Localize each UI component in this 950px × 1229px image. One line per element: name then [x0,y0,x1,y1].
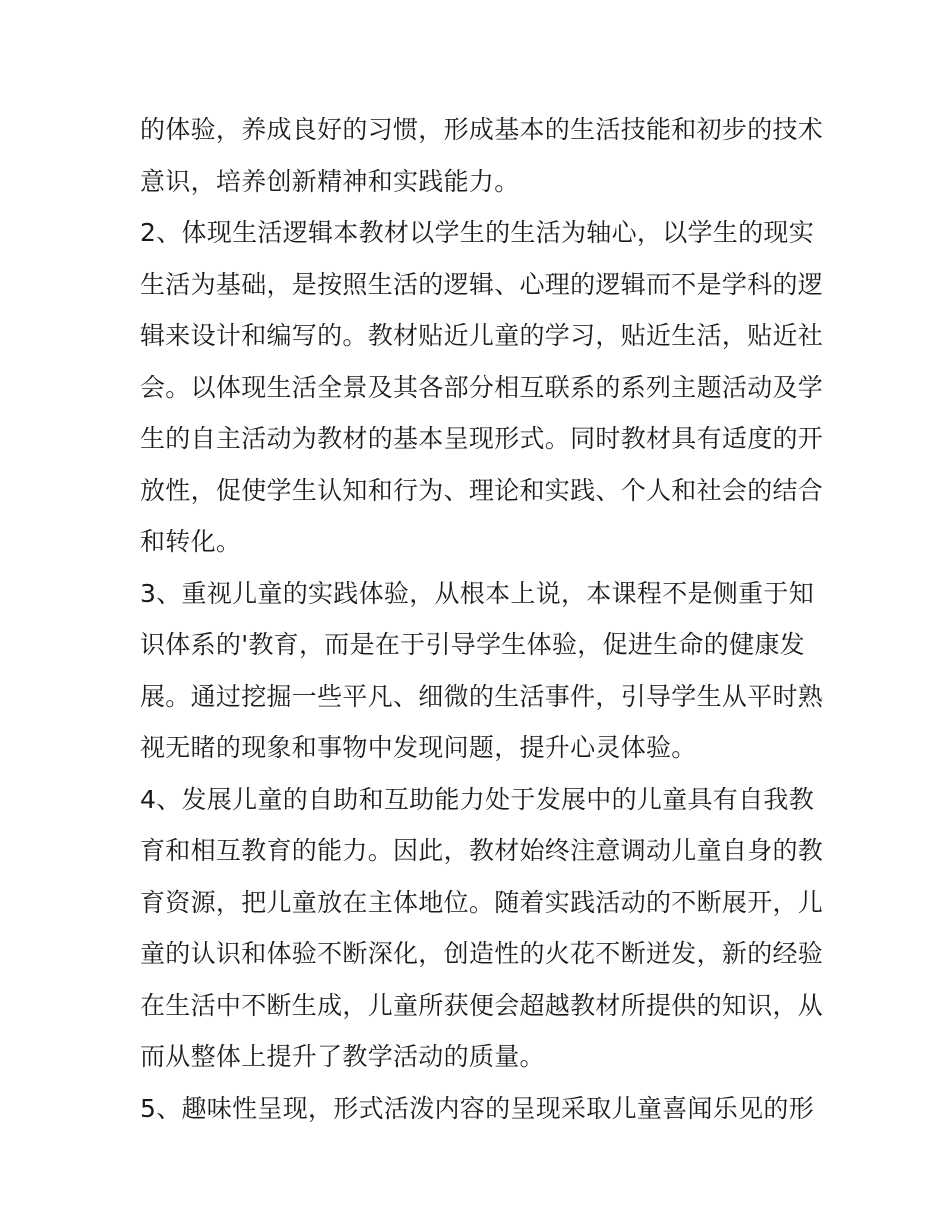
text-line: 放性，促使学生认知和行为、理论和实践、个人和社会的结合 [140,475,824,505]
text-line: 2、体现生活逻辑本教材以学生的生活为轴心，以学生的现实 [140,218,815,247]
text-line: 5、趣味性呈现，形式活泼内容的呈现采取儿童喜闻乐见的形 [140,1093,815,1123]
text-line: 辑来设计和编写的。教材贴近儿童的学习，贴近生活，贴近社 [140,321,824,350]
text-line: 的体验，养成良好的习惯，形成基本的生活技能和初步的技术 [140,115,824,144]
text-line: 生的自主活动为教材的基本呈现形式。同时教材具有适度的开 [140,424,824,453]
text-line: 在生活中不断生成，儿童所获便会超越教材所提供的知识，从 [140,990,824,1020]
text-line: 而从整体上提升了教学活动的质量。 [140,1042,545,1071]
text-line: 识体系的'教育，而是在于引导学生体验，促进生命的健康发 [140,630,805,659]
text-line: 视无睹的现象和事物中发现问题，提升心灵体验。 [140,733,697,762]
text-line: 意识，培养创新精神和实践能力。 [140,166,520,196]
text-line: 童的认识和体验不断深化，创造性的火花不断迸发，新的经验 [140,939,824,968]
text-line: 和转化。 [140,527,242,556]
text-line: 4、发展儿童的自助和互助能力处于发展中的儿童具有自我教 [140,784,815,814]
text-line: 育资源，把儿童放在主体地位。随着实践活动的不断展开，儿 [140,887,824,917]
text-line: 育和相互教育的能力。因此，教材始终注意调动儿童自身的教 [140,836,824,865]
document-body [140,104,824,1134]
text-line: 会。以体现生活全景及其各部分相互联系的系列主题活动及学 [140,372,824,402]
text-line: 生活为基础，是按照生活的逻辑、心理的逻辑而不是学科的逻 [140,269,824,299]
text-line: 展。通过挖掘一些平凡、细微的生活事件，引导学生从平时熟 [140,681,824,711]
text-line: 3、重视儿童的实践体验，从根本上说，本课程不是侧重于知 [140,578,815,608]
